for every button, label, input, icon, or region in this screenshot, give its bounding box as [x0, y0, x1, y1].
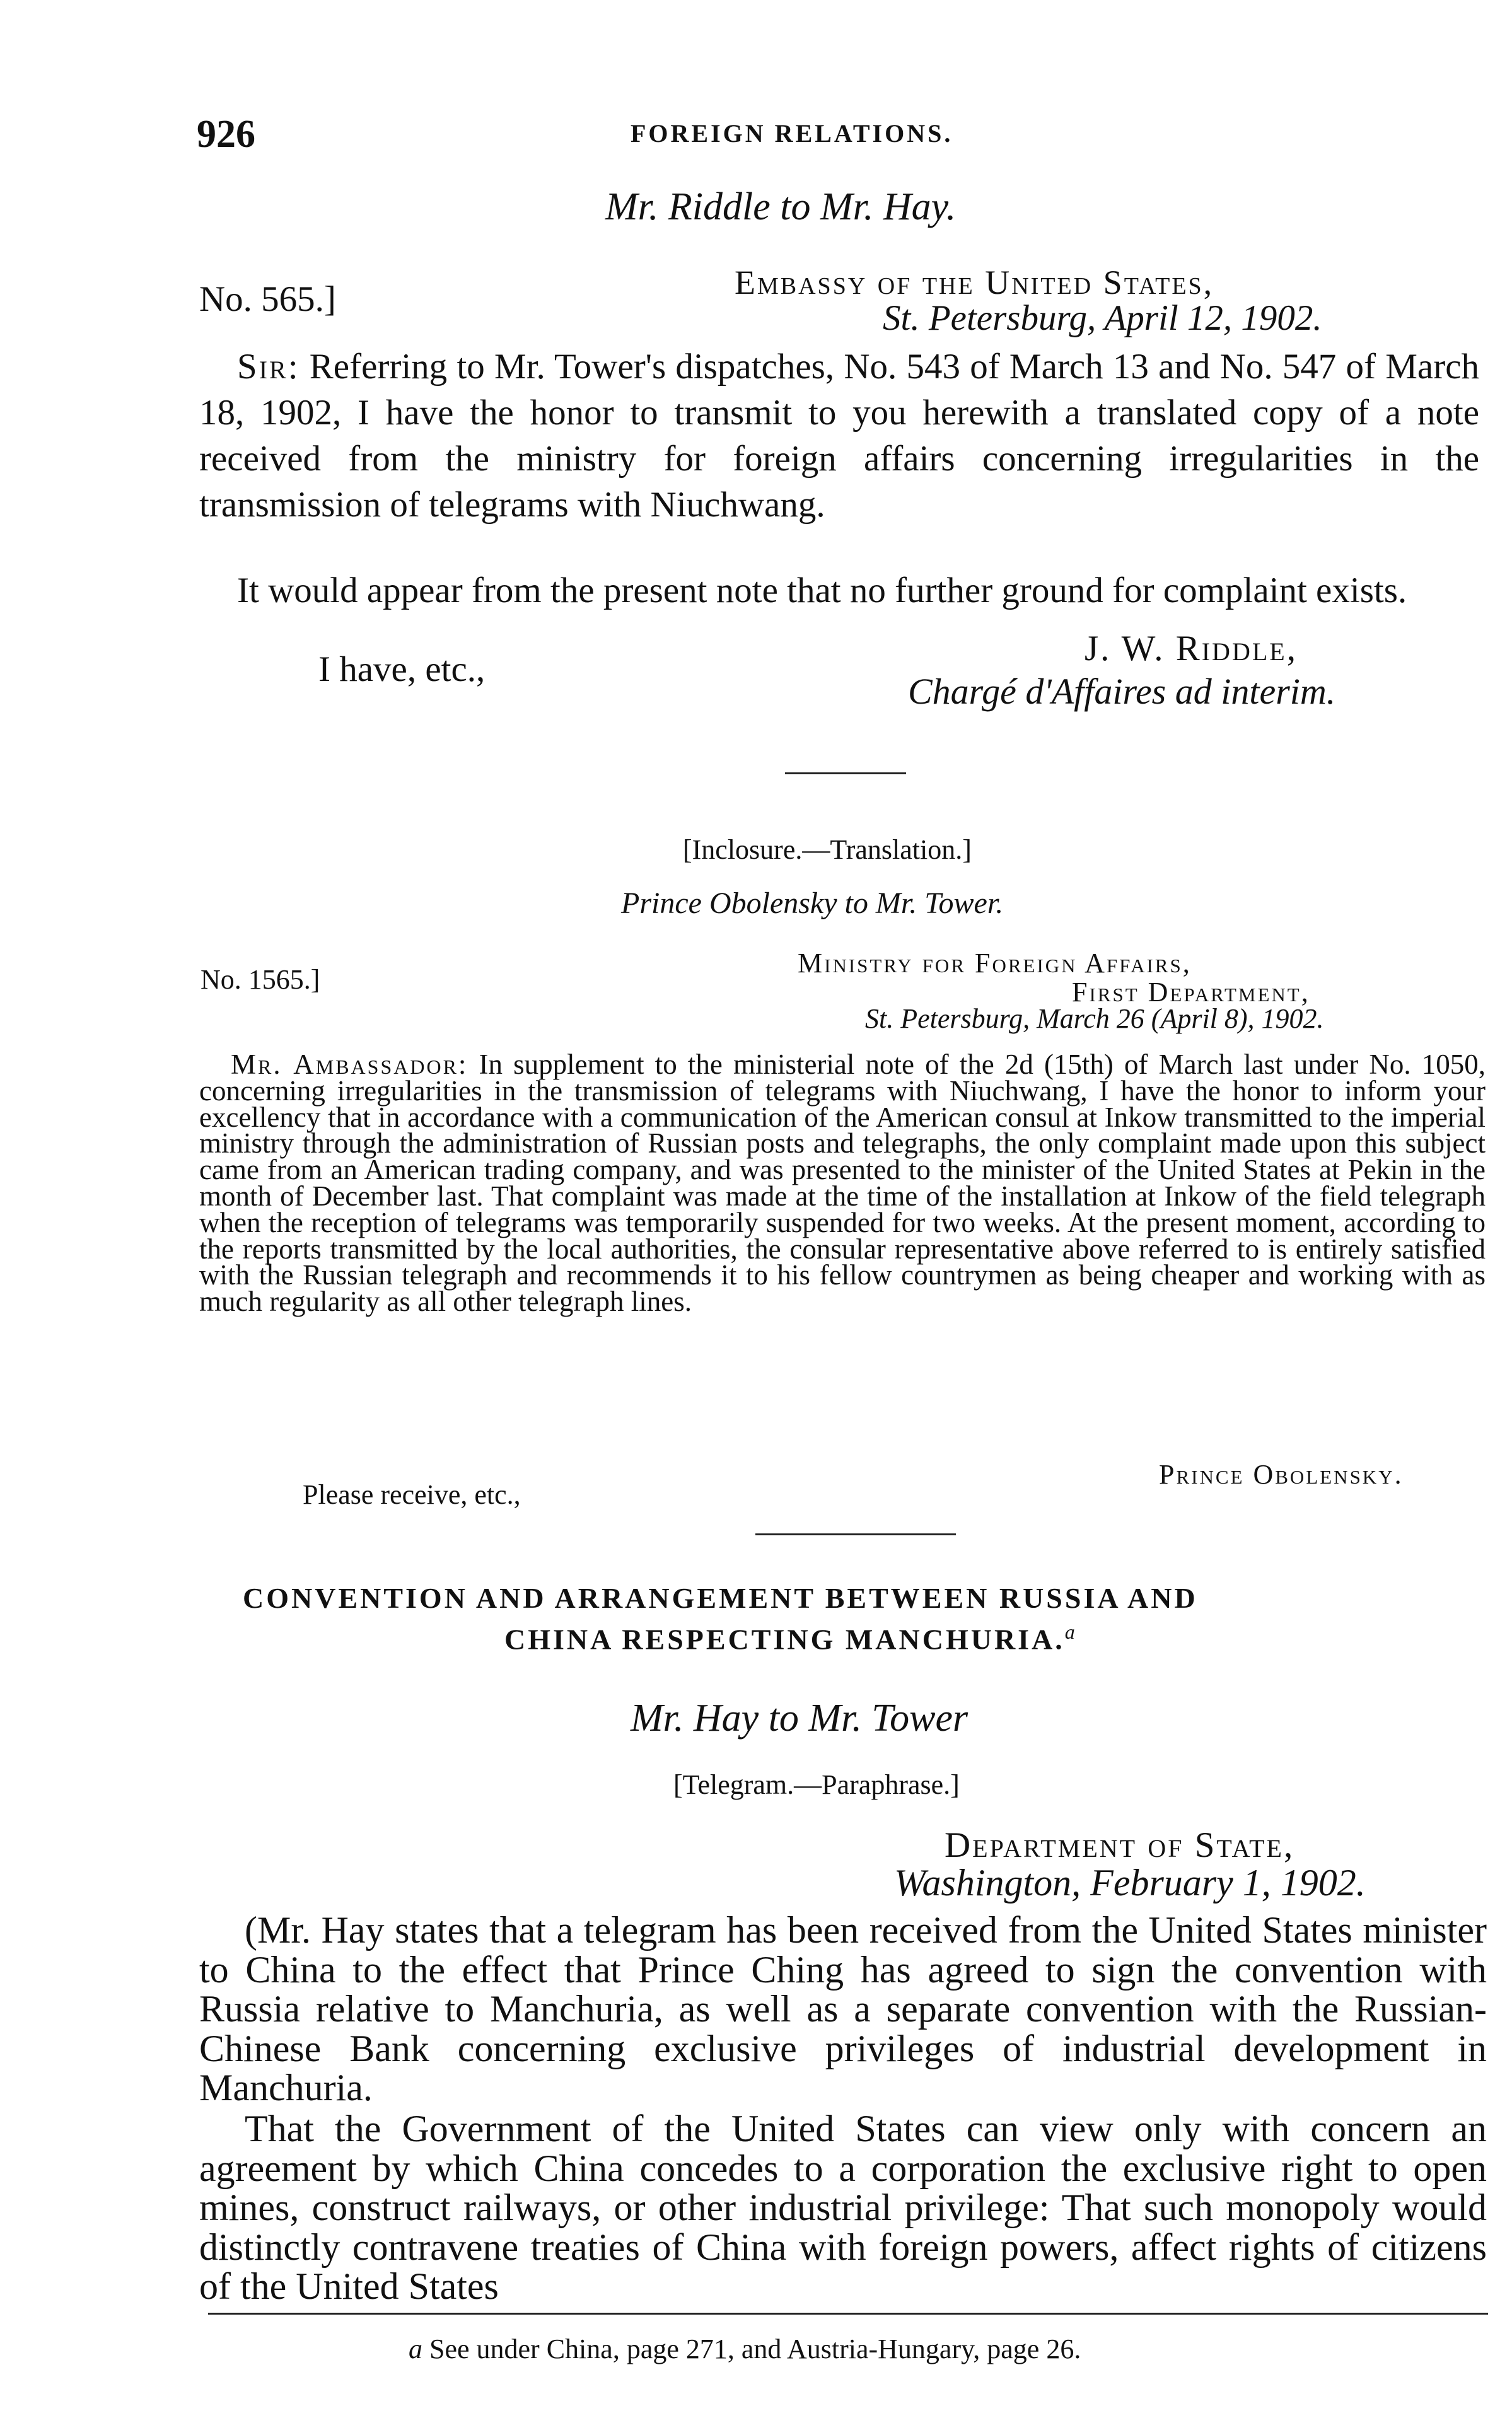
- convention-place-line2: Washington, February 1, 1902.: [894, 1862, 1366, 1904]
- letter1-heading: Mr. Riddle to Mr. Hay.: [605, 185, 957, 228]
- convention-paragraph-1: (Mr. Hay states that a telegram has been received from the United States minister to China to the effect that Prince Ching has agreed to sign the convention with Russia relative to Manchuria, as well as a separate convention with the Russian-Chinese Bank concerning exclusive privileges of industrial development in Manchuria.: [199, 1909, 1487, 2108]
- inclosure-salutation: Mr. Ambassador:: [231, 1049, 468, 1080]
- footnote: [409, 2333, 1081, 2365]
- inclosure-place-line1: Ministry for Foreign Affairs,: [798, 948, 1192, 979]
- inclosure-number: No. 1565.]: [201, 964, 320, 995]
- convention-place-line1: Department of State,: [945, 1825, 1295, 1865]
- letter1-place-line2: St. Petersburg, April 12, 1902.: [883, 298, 1322, 338]
- convention-title-line1: CONVENTION AND ARRANGEMENT BETWEEN RUSSIA AND: [243, 1582, 1198, 1614]
- page-number: 926: [197, 113, 255, 156]
- convention-label: [Telegram.—Paraphrase.]: [673, 1769, 960, 1800]
- inclosure-heading: Prince Obolensky to Mr. Tower.: [621, 887, 1004, 920]
- footnote-marker: a: [409, 2334, 422, 2364]
- letter1-paragraph-1: [199, 344, 1479, 528]
- letter1-para1-text: Referring to Mr. Tower's dispatches, No. 543 of March 13 and No. 547 of March 18, 1902, I have the honor to transmit to you herewith a translated copy of a note received from the ministry for foreign affairs concerning irregularities in the transmission of telegrams with Niuchwang.: [199, 347, 1479, 525]
- inclosure-place-line3: St. Petersburg, March 26 (April 8), 1902.: [865, 1003, 1324, 1034]
- inclosure-body: [199, 1049, 1486, 1318]
- convention-footnote-marker: a: [1064, 1620, 1078, 1643]
- letter1-salutation: Sir:: [237, 347, 300, 387]
- inclosure-closing: Please receive, etc.,: [303, 1479, 521, 1510]
- section-divider-2: [755, 1533, 956, 1535]
- convention-title-line2: [504, 1620, 1078, 1656]
- inclosure-signature: Prince Obolensky.: [1159, 1459, 1404, 1490]
- letter1-paragraph-2: It would appear from the present note that no further ground for complaint exists.: [237, 571, 1407, 610]
- convention-title-line2-text: CHINA RESPECTING MANCHURIA.: [504, 1623, 1065, 1656]
- letter1-place-line1: Embassy of the United States,: [735, 264, 1214, 301]
- footnote-text: See under China, page 271, and Austria-Hungary, page 26.: [429, 2334, 1081, 2364]
- convention-heading: Mr. Hay to Mr. Tower: [631, 1697, 968, 1740]
- letter1-signature-title: Chargé d'Affaires ad interim.: [908, 671, 1336, 712]
- running-title: FOREIGN RELATIONS.: [631, 119, 953, 148]
- letter1-number: No. 565.]: [199, 279, 336, 319]
- inclosure-body-text: In supplement to the ministerial note of the 2d (15th) of March last under No. 1050, concerning irregularities in the transmission of telegrams with Niuchwang, I have the honor to inform your excellency that in accordance with a communication of the American consul at Inkow transmitted to the imperial ministry through the administration of Russian posts and telegraphs, the only complaint made upon this subject came from an American trading company, and was presented to the minister of the United States at Pekin in the month of December last. That complaint was made at the time of the installation at Inkow of the field telegraph when the reception of telegrams was temporarily suspended for two weeks. At the present moment, according to the reports transmitted by the local authorities, the consular representative above referred to is entirely satisfied with the Russian telegraph and recommends it to his fellow countrymen as being cheaper and working with as much regularity as all other telegraph lines.: [199, 1049, 1486, 1318]
- convention-paragraph-2: That the Government of the United States can view only with concern an agreement by which China concedes to a corporation the exclusive right to open mines, construct railways, or other industrial privilege: That such monopoly would distinctly contravene treaties of China with foreign powers, affect rights of citizens of the United States: [199, 2108, 1487, 2307]
- letter1-closing: I have, etc.,: [318, 649, 486, 689]
- inclosure-place-line2: First Department,: [1072, 977, 1310, 1008]
- footnote-rule: [208, 2313, 1488, 2315]
- inclosure-label: [Inclosure.—Translation.]: [683, 834, 972, 865]
- letter1-signature: J. W. Riddle,: [1085, 629, 1298, 668]
- section-divider: [785, 772, 906, 774]
